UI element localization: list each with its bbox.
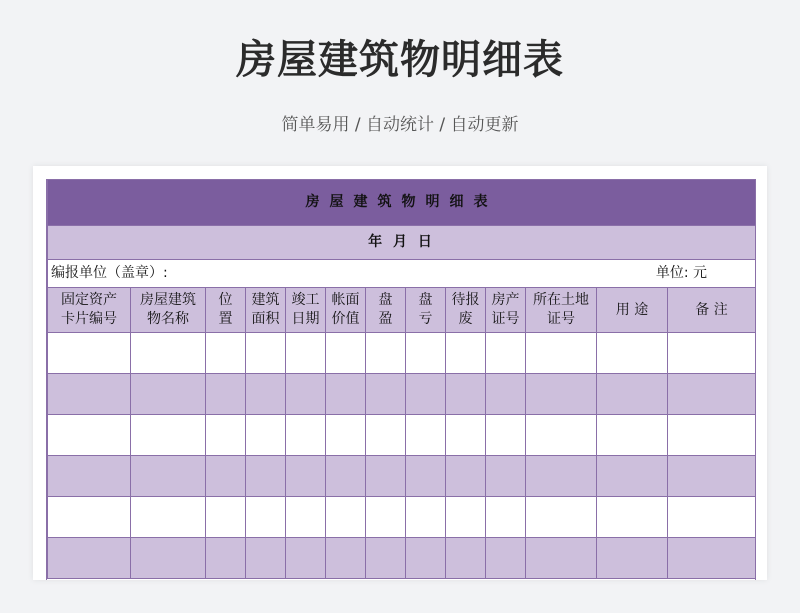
table-row (48, 538, 756, 579)
table-cell[interactable] (286, 415, 326, 456)
table-cell[interactable] (526, 374, 597, 415)
col-header-completion-date[interactable] (286, 288, 326, 333)
col-header-property-cert[interactable] (486, 288, 526, 333)
table-cell[interactable] (206, 456, 246, 497)
header-line: 房屋建筑 (140, 292, 196, 308)
header-line: 所在土地 (533, 292, 589, 308)
table-cell[interactable] (131, 333, 206, 374)
table-cell[interactable] (486, 415, 526, 456)
table-cell[interactable] (526, 497, 597, 538)
table-cell[interactable] (446, 456, 486, 497)
table-cell[interactable] (286, 374, 326, 415)
table-cell[interactable] (286, 538, 326, 579)
table-cell[interactable] (406, 333, 446, 374)
header-row (48, 288, 756, 333)
table-cell[interactable] (668, 497, 756, 538)
table-cell[interactable] (597, 497, 668, 538)
table-cell[interactable] (446, 538, 486, 579)
col-header-remarks[interactable] (668, 288, 756, 333)
detail-table (47, 179, 756, 579)
col-header-loss[interactable] (406, 288, 446, 333)
table-cell[interactable] (366, 497, 406, 538)
header-line: 竣工 (291, 292, 320, 308)
table-cell[interactable] (526, 415, 597, 456)
table-row (48, 497, 756, 538)
col-header-location[interactable] (206, 288, 246, 333)
header-line: 位 (218, 292, 233, 308)
table-cell[interactable] (526, 456, 597, 497)
table-cell[interactable] (48, 538, 131, 579)
table-cell[interactable] (668, 538, 756, 579)
header-line: 置 (218, 311, 233, 327)
col-header-card-no[interactable] (48, 288, 131, 333)
table-cell[interactable] (526, 538, 597, 579)
table-cell[interactable] (206, 415, 246, 456)
table-cell[interactable] (326, 415, 366, 456)
table-cell[interactable] (246, 497, 286, 538)
table-cell[interactable] (366, 538, 406, 579)
table-cell[interactable] (446, 333, 486, 374)
header-line: 备 注 (695, 301, 728, 318)
table-cell[interactable] (486, 374, 526, 415)
table-cell[interactable] (486, 538, 526, 579)
table-cell[interactable] (446, 374, 486, 415)
col-header-surplus[interactable] (366, 288, 406, 333)
table-cell[interactable] (486, 333, 526, 374)
table-cell[interactable] (366, 374, 406, 415)
table-cell[interactable] (668, 374, 756, 415)
header-line: 证号 (547, 311, 575, 327)
page-title: 房屋建筑物明细表 (236, 37, 564, 83)
table-cell[interactable] (206, 374, 246, 415)
col-header-pending-scrap[interactable] (446, 288, 486, 333)
table-cell[interactable] (597, 333, 668, 374)
table-cell[interactable] (48, 497, 131, 538)
table-cell[interactable] (246, 374, 286, 415)
table-cell[interactable] (446, 497, 486, 538)
table-cell[interactable] (286, 333, 326, 374)
table-cell[interactable] (206, 497, 246, 538)
table-cell[interactable] (246, 538, 286, 579)
header-line: 建筑 (251, 292, 280, 308)
table-cell[interactable] (597, 415, 668, 456)
table-cell[interactable] (131, 497, 206, 538)
table-cell[interactable] (668, 333, 756, 374)
header-line: 证号 (491, 311, 520, 327)
table-cell[interactable] (48, 333, 131, 374)
table-cell[interactable] (366, 456, 406, 497)
table-cell[interactable] (486, 497, 526, 538)
header-line: 亏 (418, 311, 433, 327)
table-cell[interactable] (668, 415, 756, 456)
table-cell[interactable] (286, 497, 326, 538)
table-cell[interactable] (48, 415, 131, 456)
table-cell[interactable] (526, 333, 597, 374)
table-cell[interactable] (406, 538, 446, 579)
table-cell[interactable] (486, 456, 526, 497)
header-line: 帐面 (331, 292, 360, 308)
reporting-unit-label[interactable]: 编报单位（盖章）: (48, 260, 526, 288)
table-cell[interactable] (131, 374, 206, 415)
table-cell[interactable] (326, 538, 366, 579)
table-cell[interactable] (406, 456, 446, 497)
currency-unit-label[interactable]: 单位: 元 (526, 260, 756, 288)
header-line: 固定资产 (61, 292, 117, 308)
table-cell[interactable] (597, 456, 668, 497)
table-cell[interactable] (246, 333, 286, 374)
header-line: 价值 (331, 311, 360, 327)
header-line: 物名称 (147, 311, 189, 327)
table-cell[interactable] (48, 456, 131, 497)
spreadsheet (46, 179, 756, 580)
table-row (48, 333, 756, 374)
table-cell[interactable] (366, 333, 406, 374)
table-cell[interactable] (406, 374, 446, 415)
spreadsheet-card (33, 166, 767, 580)
table-cell[interactable] (131, 456, 206, 497)
table-cell[interactable] (668, 456, 756, 497)
table-row (48, 374, 756, 415)
table-cell[interactable] (246, 415, 286, 456)
table-cell[interactable] (131, 415, 206, 456)
header-line: 待报 (451, 292, 480, 308)
header-line: 面积 (251, 311, 280, 327)
table-cell[interactable] (48, 374, 131, 415)
table-cell[interactable] (206, 333, 246, 374)
table-cell[interactable] (366, 415, 406, 456)
table-cell[interactable] (326, 456, 366, 497)
table-cell[interactable] (597, 374, 668, 415)
table-cell[interactable] (246, 456, 286, 497)
table-cell[interactable] (597, 538, 668, 579)
table-cell[interactable] (206, 538, 246, 579)
col-header-usage[interactable] (597, 288, 668, 333)
header-line: 盈 (378, 311, 393, 327)
page-subtitle: 简单易用 / 自动统计 / 自动更新 (281, 115, 519, 135)
header-line: 日期 (291, 311, 320, 327)
table-cell[interactable] (326, 497, 366, 538)
col-header-area[interactable] (246, 288, 286, 333)
header-line: 房产 (491, 292, 520, 308)
header-line: 用 途 (615, 301, 649, 318)
header-line: 卡片编号 (61, 311, 117, 327)
header-line: 盘 (418, 292, 433, 308)
col-header-book-value[interactable] (326, 288, 366, 333)
table-cell[interactable] (326, 333, 366, 374)
table-cell[interactable] (406, 497, 446, 538)
table-row (48, 456, 756, 497)
table-cell[interactable] (326, 374, 366, 415)
table-row (48, 415, 756, 456)
table-cell[interactable] (286, 456, 326, 497)
sheet-title[interactable]: 房屋建筑物明细表 (48, 180, 756, 226)
col-header-land-cert[interactable] (526, 288, 597, 333)
header-line: 盘 (378, 292, 393, 308)
date-line[interactable]: 年 月 日 (48, 226, 756, 260)
table-cell[interactable] (446, 415, 486, 456)
col-header-building-name[interactable] (131, 288, 206, 333)
table-cell[interactable] (406, 415, 446, 456)
header-line: 废 (458, 311, 473, 327)
table-cell[interactable] (131, 538, 206, 579)
